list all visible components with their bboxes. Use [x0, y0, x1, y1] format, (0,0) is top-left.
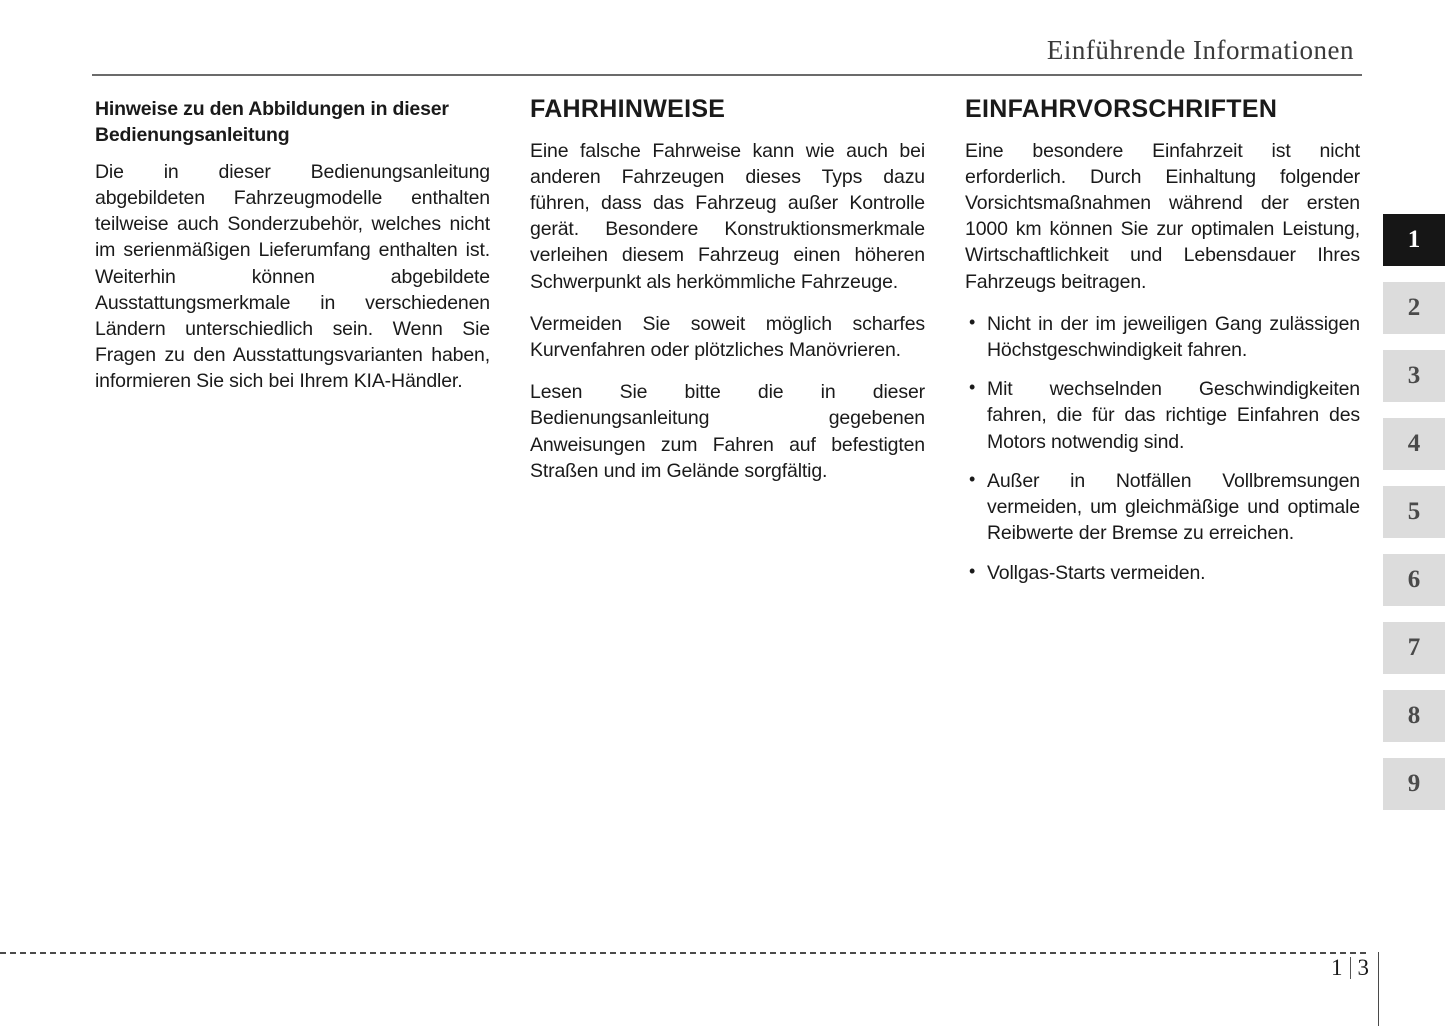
- chapter-tab-1[interactable]: 1: [1383, 214, 1445, 266]
- page-header: [92, 36, 1362, 76]
- column-2-paragraph-2: Vermeiden Sie soweit möglich scharfes Kurvenfahren oder plötzliches Manövrieren.: [530, 312, 925, 362]
- column-2-paragraph-3: Lesen Sie bitte die in dieser Bedienungsanleitung gegebenen Anweisungen zum Fahren auf befestigten Straßen und im Gelände sorgfältig.: [530, 381, 925, 482]
- column-2-paragraph-1: Eine falsche Fahrweise kann wie auch bei anderen Fahrzeugen dieses Typs dazu führen, dass das Fahrzeug außer Kontrolle gerät. Besondere Konstruktionsmerkmale verleihen diesem Fahrzeug einen höheren Schwerpunkt als herkömmliche Fahrzeuge.: [530, 139, 925, 293]
- content-columns: [95, 96, 1360, 586]
- chapter-tab-6[interactable]: 6: [1383, 554, 1445, 606]
- footer-separator: [1350, 957, 1351, 979]
- column-1: [95, 96, 490, 586]
- chapter-tab-7[interactable]: 7: [1383, 622, 1445, 674]
- chapter-tab-5[interactable]: 5: [1383, 486, 1445, 538]
- footer-corner-rule: [1378, 952, 1379, 1026]
- list-item: • Außer in Notfällen Vollbremsungen vermeiden, um gleichmäßige und optimale Reibwerte der Bremse zu erreichen.: [965, 468, 1360, 547]
- footer-chapter-number: 1: [1331, 955, 1343, 980]
- chapter-tabs[interactable]: [1383, 214, 1445, 826]
- chapter-tab-4[interactable]: 4: [1383, 418, 1445, 470]
- list-item: • Vollgas-Starts vermeiden.: [965, 560, 1360, 586]
- footer-divider: [0, 952, 1366, 954]
- chapter-tab-8[interactable]: 8: [1383, 690, 1445, 742]
- column-1-heading: Hinweise zu den Abbildungen in dieser Bedienungsanleitung: [95, 98, 449, 147]
- column-3-bullet-list: [965, 311, 1360, 586]
- page-title: Einführende Informationen: [1046, 35, 1354, 65]
- page-number: [1331, 955, 1369, 981]
- chapter-tab-2[interactable]: 2: [1383, 282, 1445, 334]
- column-1-paragraph-1: Die in dieser Bedienungsanleitung abgebildeten Fahrzeugmodelle enthalten teilweise auch Sonderzubehör, welches nicht im serienmäßigen Lieferumfang enthalten ist. Weiterhin können abgebildete Ausstattungsmerkmale in verschiedenen Ländern unterschiedlich sein. Wenn Sie Fragen zu den Ausstattungsvarianten haben, informieren Sie sich bei Ihrem KIA-Händler.: [95, 160, 490, 393]
- header-divider: [92, 74, 1362, 76]
- column-3: [965, 96, 1360, 586]
- list-item: • Mit wechselnden Geschwindigkeiten fahren, die für das richtige Einfahren des Motors notwendig sind.: [965, 376, 1360, 455]
- column-2-heading: FAHRHINWEISE: [530, 95, 726, 123]
- chapter-tab-9[interactable]: 9: [1383, 758, 1445, 810]
- list-item: • Nicht in der im jeweiligen Gang zulässigen Höchstgeschwindigkeit fahren.: [965, 311, 1360, 363]
- chapter-tab-3[interactable]: 3: [1383, 350, 1445, 402]
- column-2: [530, 96, 925, 586]
- column-3-paragraph-1: Eine besondere Einfahrzeit ist nicht erforderlich. Durch Einhaltung folgender Vorsichtsmaßnahmen während der ersten 1000 km können Sie zur optimalen Leistung, Wirtschaftlichkeit und Lebensdauer Ihres Fahrzeugs beitragen.: [965, 139, 1360, 293]
- column-3-heading: EINFAHRVORSCHRIFTEN: [965, 95, 1278, 123]
- footer-page-number: 3: [1357, 955, 1369, 980]
